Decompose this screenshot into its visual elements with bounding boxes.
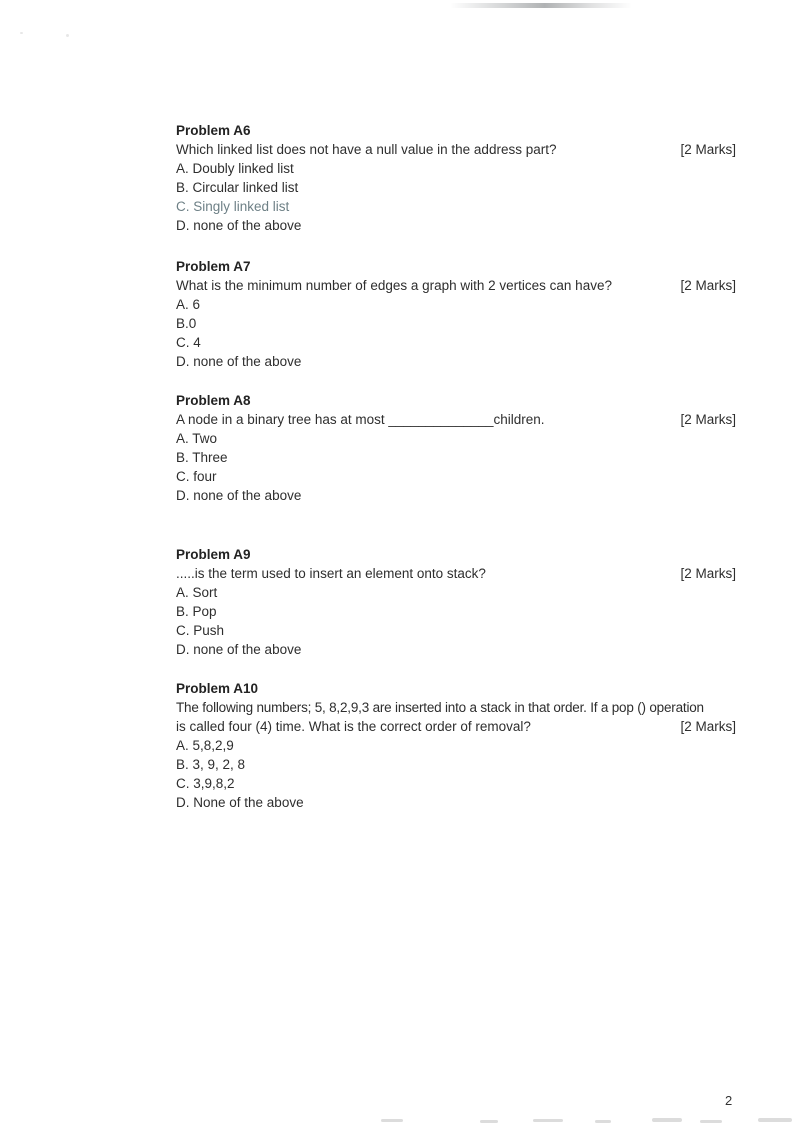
option-c: C. 4 bbox=[176, 335, 201, 350]
option-d: D. none of the above bbox=[176, 354, 302, 369]
option-b: B.0 bbox=[176, 316, 197, 331]
problem-a7 bbox=[176, 257, 736, 371]
option-a: A. Two bbox=[176, 431, 218, 446]
problem-question: What is the minimum number of edges a graph with 2 vertices can have? bbox=[176, 278, 612, 293]
option-b: B. Circular linked list bbox=[176, 180, 299, 195]
problem-question: A node in a binary tree has at most ______________children. bbox=[176, 412, 545, 427]
problem-a8 bbox=[176, 391, 736, 505]
page-number: 2 bbox=[725, 1093, 733, 1108]
option-c: C. Push bbox=[176, 623, 225, 638]
option-d: D. none of the above bbox=[176, 218, 302, 233]
scan-speck bbox=[66, 34, 69, 37]
option-b: B. Pop bbox=[176, 604, 217, 619]
option-d: D. None of the above bbox=[176, 795, 304, 810]
option-b: B. 3, 9, 2, 8 bbox=[176, 757, 246, 772]
exam-content bbox=[176, 121, 736, 812]
option-d: D. none of the above bbox=[176, 642, 302, 657]
option-a: A. Sort bbox=[176, 585, 218, 600]
marks-label: [2 Marks] bbox=[680, 412, 736, 427]
marks-label: [2 Marks] bbox=[680, 278, 736, 293]
option-c: C. four bbox=[176, 469, 217, 484]
option-c: C. Singly linked list bbox=[176, 199, 290, 214]
problem-title: Problem A7 bbox=[176, 259, 251, 274]
problem-a9 bbox=[176, 545, 736, 659]
problem-title: Problem A9 bbox=[176, 547, 251, 562]
option-d: D. none of the above bbox=[176, 488, 302, 503]
problem-title: Problem A8 bbox=[176, 393, 251, 408]
option-b: B. Three bbox=[176, 450, 228, 465]
problem-question-line2: is called four (4) time. What is the correct order of removal? bbox=[176, 719, 531, 734]
problem-a10 bbox=[176, 679, 736, 812]
problem-a6 bbox=[176, 121, 736, 235]
option-a: A. Doubly linked list bbox=[176, 161, 294, 176]
scan-dash bbox=[758, 1118, 792, 1122]
option-a: A. 5,8,2,9 bbox=[176, 738, 234, 753]
problem-question-line1: The following numbers; 5, 8,2,9,3 are inserted into a stack in that order. If a pop () operation bbox=[176, 700, 704, 715]
marks-label: [2 Marks] bbox=[680, 719, 736, 734]
scan-dash bbox=[652, 1118, 682, 1122]
scan-smudge-top bbox=[450, 3, 632, 8]
scan-dash bbox=[533, 1119, 563, 1122]
scan-speck bbox=[20, 32, 23, 34]
marks-label: [2 Marks] bbox=[680, 566, 736, 581]
problem-question: .....is the term used to insert an element onto stack? bbox=[176, 566, 486, 581]
option-c: C. 3,9,8,2 bbox=[176, 776, 235, 791]
problem-question: Which linked list does not have a null value in the address part? bbox=[176, 142, 557, 157]
scan-dash bbox=[381, 1119, 403, 1122]
problem-title: Problem A6 bbox=[176, 123, 251, 138]
option-a: A. 6 bbox=[176, 297, 201, 312]
marks-label: [2 Marks] bbox=[680, 142, 736, 157]
problem-title: Problem A10 bbox=[176, 681, 259, 696]
